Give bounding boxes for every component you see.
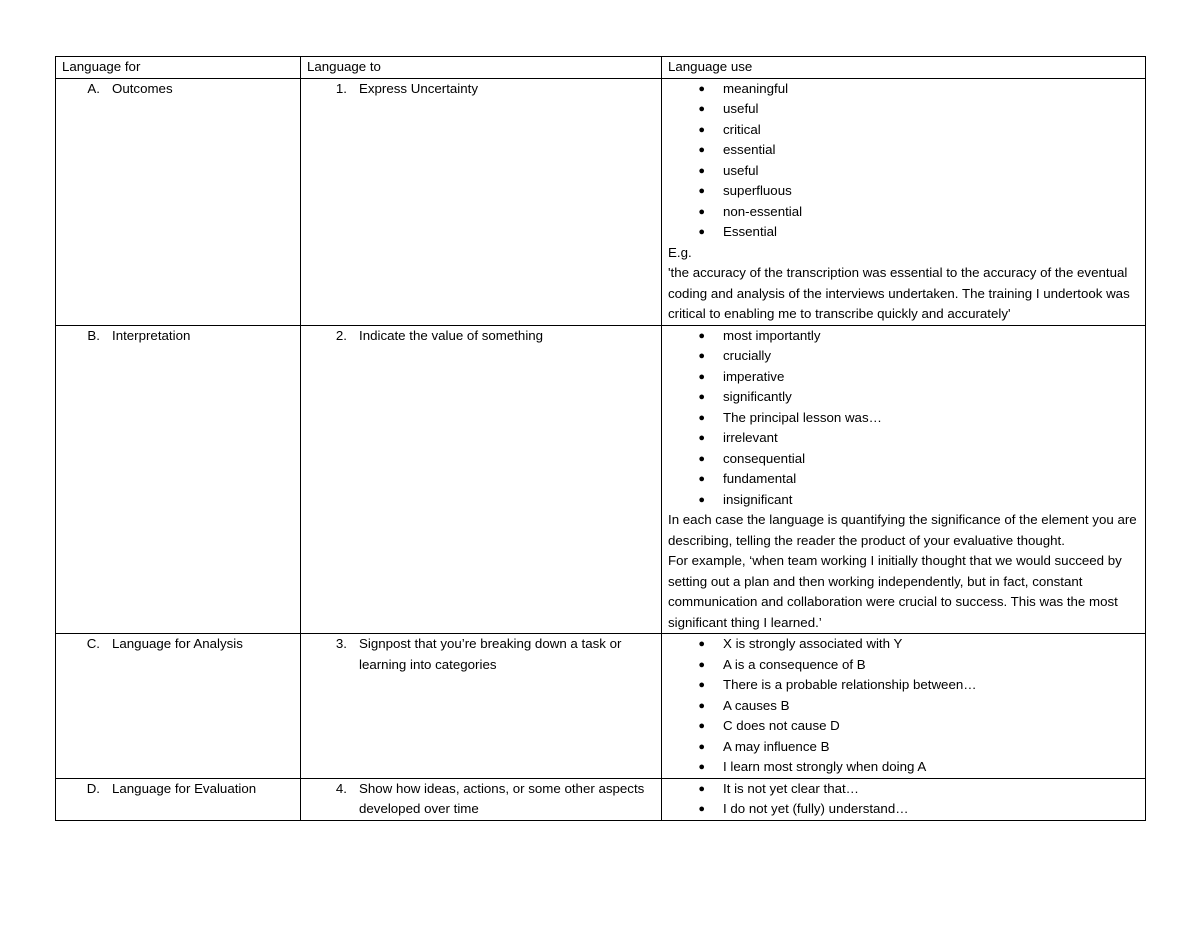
bullet-icon: ● xyxy=(698,350,705,362)
category-item xyxy=(62,326,294,347)
list-item: ● significantly xyxy=(668,387,1139,408)
bullet-icon: ● xyxy=(698,432,705,444)
list-item: ● I learn most strongly when doing A xyxy=(668,757,1139,778)
bullet-icon: ● xyxy=(698,411,705,424)
example-quote: 'the accuracy of the transcription was essential to the accuracy of the eventual coding and analysis of the interviews undertaken. The training I undertook was critical to enabling me to transcribe quickly and accurately' xyxy=(668,265,1130,321)
table-row xyxy=(56,634,1146,779)
category-cell xyxy=(56,78,301,325)
bullet-icon: ● xyxy=(698,638,705,650)
bullet-icon: ● xyxy=(698,144,705,156)
table-row xyxy=(56,78,1146,325)
bullet-icon: ● xyxy=(698,658,705,671)
category-label: Language for Analysis xyxy=(112,636,243,651)
list-item: ● Essential xyxy=(668,222,1139,243)
category-cell xyxy=(56,634,301,779)
bullet-icon: ● xyxy=(698,782,705,795)
list-item: ● irrelevant xyxy=(668,428,1139,449)
bullet-icon: ● xyxy=(698,473,705,485)
category-item xyxy=(62,779,294,800)
usage-bullet-list xyxy=(668,326,1139,511)
usage-cell xyxy=(662,325,1146,634)
list-item: ● consequential xyxy=(668,449,1139,470)
table-row xyxy=(56,778,1146,820)
bullet-icon: ● xyxy=(698,391,705,403)
usage-bullet-list xyxy=(668,79,1139,243)
language-table xyxy=(55,56,1146,821)
list-item: ● A causes B xyxy=(668,696,1139,717)
purpose-label: Express Uncertainty xyxy=(359,80,478,96)
header-language-to: Language to xyxy=(301,57,662,79)
example-label: E.g. xyxy=(668,244,692,260)
bullet-icon: ● xyxy=(698,82,705,95)
purpose-number: 2. xyxy=(335,327,347,343)
usage-cell xyxy=(662,634,1146,779)
list-item: ● insignificant xyxy=(668,490,1139,511)
list-item: ● most importantly xyxy=(668,326,1139,347)
category-item xyxy=(62,79,294,100)
list-item: ● fundamental xyxy=(668,469,1139,490)
usage-bullet-list xyxy=(668,634,1139,778)
purpose-item xyxy=(307,779,655,820)
list-item: ● non-essential xyxy=(668,202,1139,223)
header-row xyxy=(56,57,1146,79)
purpose-item xyxy=(307,79,655,100)
example-quote: For example, ‘when team working I initially thought that we would succeed by setting out a plan and then working independently, but in fact, constant communication and collaboration were crucial to success. This was the most significant thing I learned.’ xyxy=(668,553,1122,630)
bullet-icon: ● xyxy=(698,720,705,732)
category-cell xyxy=(56,778,301,820)
list-item: ● essential xyxy=(668,140,1139,161)
list-item: ● A is a consequence of B xyxy=(668,655,1139,676)
bullet-icon: ● xyxy=(698,452,705,465)
category-marker: B. xyxy=(87,327,100,343)
bullet-icon: ● xyxy=(698,123,705,136)
purpose-item xyxy=(307,634,655,675)
list-item: ● I do not yet (fully) understand… xyxy=(668,799,1139,820)
explanation-paragraph: In each case the language is quantifying the significance of the element you are describing, telling the reader the product of your evaluative thought. xyxy=(668,512,1137,548)
category-cell xyxy=(56,325,301,634)
usage-bullet-list xyxy=(668,779,1139,820)
bullet-icon: ● xyxy=(698,761,705,773)
category-item xyxy=(62,634,294,655)
list-item: ● X is strongly associated with Y xyxy=(668,634,1139,655)
list-item: ● imperative xyxy=(668,367,1139,388)
category-label: Language for Evaluation xyxy=(112,780,257,796)
purpose-number: 1. xyxy=(335,80,347,96)
list-item: ● superfluous xyxy=(668,181,1139,202)
bullet-icon: ● xyxy=(698,226,705,238)
bullet-icon: ● xyxy=(698,329,705,342)
purpose-number: 4. xyxy=(335,780,347,796)
list-item: ● The principal lesson was… xyxy=(668,408,1139,429)
category-label: Outcomes xyxy=(112,80,173,96)
bullet-icon: ● xyxy=(698,185,705,197)
list-item: ● A may influence B xyxy=(668,737,1139,758)
bullet-icon: ● xyxy=(698,103,705,115)
usage-cell xyxy=(662,78,1146,325)
header-language-use: Language use xyxy=(662,57,1146,79)
list-item: ● critical xyxy=(668,120,1139,141)
bullet-icon: ● xyxy=(698,740,705,753)
purpose-cell xyxy=(301,778,662,820)
category-label: Interpretation xyxy=(112,327,191,343)
purpose-cell xyxy=(301,325,662,634)
header-language-for: Language for xyxy=(56,57,301,79)
list-item: ● There is a probable relationship between… xyxy=(668,675,1139,696)
purpose-cell xyxy=(301,78,662,325)
list-item: ● meaningful xyxy=(668,79,1139,100)
bullet-icon: ● xyxy=(698,679,705,691)
category-marker: A. xyxy=(87,80,100,96)
list-item: ● useful xyxy=(668,161,1139,182)
bullet-icon: ● xyxy=(698,370,705,383)
list-item: ● C does not cause D xyxy=(668,716,1139,737)
category-marker: D. xyxy=(86,780,100,796)
purpose-label: Signpost that you’re breaking down a task or learning into categories xyxy=(359,636,622,672)
bullet-icon: ● xyxy=(698,205,705,218)
purpose-cell xyxy=(301,634,662,779)
purpose-item xyxy=(307,326,655,347)
bullet-icon: ● xyxy=(698,493,705,506)
usage-cell xyxy=(662,778,1146,820)
purpose-label: Show how ideas, actions, or some other aspects developed over time xyxy=(359,780,645,816)
bullet-icon: ● xyxy=(698,164,705,177)
list-item: ● useful xyxy=(668,99,1139,120)
bullet-icon: ● xyxy=(698,803,705,815)
category-marker: C. xyxy=(86,636,100,651)
purpose-number: 3. xyxy=(335,636,347,651)
bullet-icon: ● xyxy=(698,699,705,712)
purpose-label: Indicate the value of something xyxy=(359,327,544,343)
table-row xyxy=(56,325,1146,634)
list-item: ● It is not yet clear that… xyxy=(668,779,1139,800)
list-item: ● crucially xyxy=(668,346,1139,367)
